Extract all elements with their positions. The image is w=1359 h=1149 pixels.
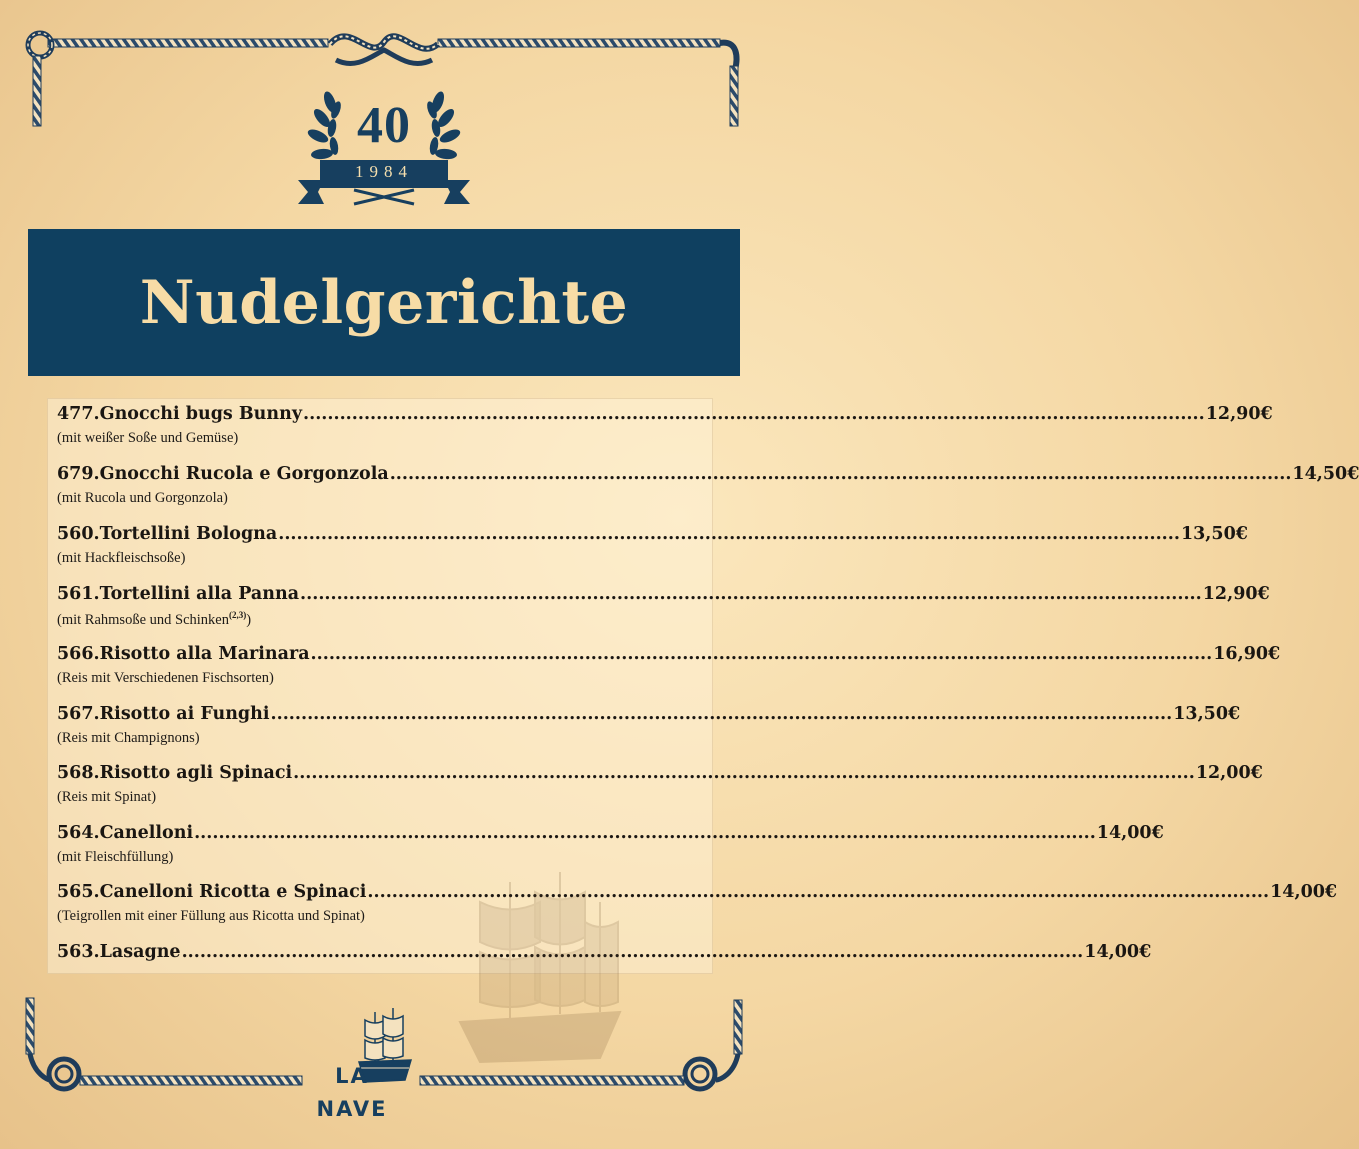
menu-item xyxy=(57,644,1281,687)
dot-leader: .................................................................................................................................................... xyxy=(389,464,1292,484)
menu-item-description: (mit Fleischfüllung) xyxy=(57,849,174,865)
menu-item-name: 560.Tortellini Bologna xyxy=(57,524,278,544)
menu-item-name: 679.Gnocchi Rucola e Gorgonzola xyxy=(57,464,389,484)
dot-leader: .................................................................................................................................................... xyxy=(194,823,1096,843)
menu-item-description: (mit weißer Soße und Gemüse) xyxy=(57,430,239,446)
dot-leader: .................................................................................................................................................... xyxy=(181,942,1084,962)
menu-item-price: 12,90€ xyxy=(1202,584,1270,604)
menu-item-description xyxy=(57,610,701,629)
menu-item-price: 12,90€ xyxy=(1205,404,1273,424)
logo-text-line1: LA xyxy=(335,1064,369,1088)
menu-item-description: (Teigrollen mit einer Füllung aus Ricotta und Spinat) xyxy=(57,908,365,924)
menu-item-price: 16,90€ xyxy=(1213,644,1281,664)
anniversary-year: 1984 xyxy=(355,162,413,181)
menu-item-name: 566.Risotto alla Marinara xyxy=(57,644,310,664)
menu-item-name: 567.Risotto ai Funghi xyxy=(57,704,270,724)
menu-item xyxy=(57,464,1359,507)
menu-item-description: (mit Rucola und Gorgonzola) xyxy=(57,490,228,506)
menu-item-price: 13,50€ xyxy=(1173,704,1241,724)
menu-item-description-text: (mit Rahmsoße und Schinken xyxy=(57,611,229,628)
menu-item xyxy=(57,584,1270,629)
menu-item-name: 564.Canelloni xyxy=(57,823,194,843)
dot-leader: .................................................................................................................................................... xyxy=(367,882,1270,902)
menu-item-description-end: ) xyxy=(246,611,252,628)
menu-item-description: (mit Hackfleischsoße) xyxy=(57,550,186,566)
menu-item-price: 14,50€ xyxy=(1292,464,1359,484)
menu-item-price: 13,50€ xyxy=(1180,524,1248,544)
menu-item-description: (Reis mit Champignons) xyxy=(57,730,200,746)
menu-item-name: 561.Tortellini alla Panna xyxy=(57,584,300,604)
menu-item-name: 563.Lasagne xyxy=(57,942,181,962)
menu-item xyxy=(57,763,1263,806)
menu-item xyxy=(57,524,1248,567)
dot-leader: .................................................................................................................................................... xyxy=(300,584,1202,604)
title-banner xyxy=(28,229,740,376)
dot-leader: .................................................................................................................................................... xyxy=(278,524,1180,544)
menu-item-price: 14,00€ xyxy=(1270,882,1338,902)
anniversary-number: 40 xyxy=(357,97,411,154)
logo-text-line2: NAVE xyxy=(316,1097,388,1121)
dot-leader: .................................................................................................................................................... xyxy=(303,404,1205,424)
menu-item-name: 565.Canelloni Ricotta e Spinaci xyxy=(57,882,367,902)
dot-leader: .................................................................................................................................................... xyxy=(293,763,1195,783)
sailing-ship-watermark-icon xyxy=(440,862,640,1072)
menu-item xyxy=(57,823,1164,866)
menu-item-description: (Reis mit Spinat) xyxy=(57,789,157,805)
menu-item-name: 477.Gnocchi bugs Bunny xyxy=(57,404,303,424)
menu-item-price: 12,00€ xyxy=(1195,763,1263,783)
menu-item-price: 14,00€ xyxy=(1096,823,1164,843)
menu-item-name: 568.Risotto agli Spinaci xyxy=(57,763,293,783)
anniversary-emblem xyxy=(296,80,472,210)
dot-leader: .................................................................................................................................................... xyxy=(270,704,1173,724)
menu-item xyxy=(57,704,1241,747)
menu-item-description: (Reis mit Verschiedenen Fischsorten) xyxy=(57,670,274,686)
dot-leader: .................................................................................................................................................... xyxy=(310,644,1213,664)
page-title: Nudelgerichte xyxy=(139,267,629,338)
menu-item xyxy=(57,404,1273,447)
allergen-note: (2,3) xyxy=(228,610,247,620)
menu-item-price: 14,00€ xyxy=(1084,942,1152,962)
